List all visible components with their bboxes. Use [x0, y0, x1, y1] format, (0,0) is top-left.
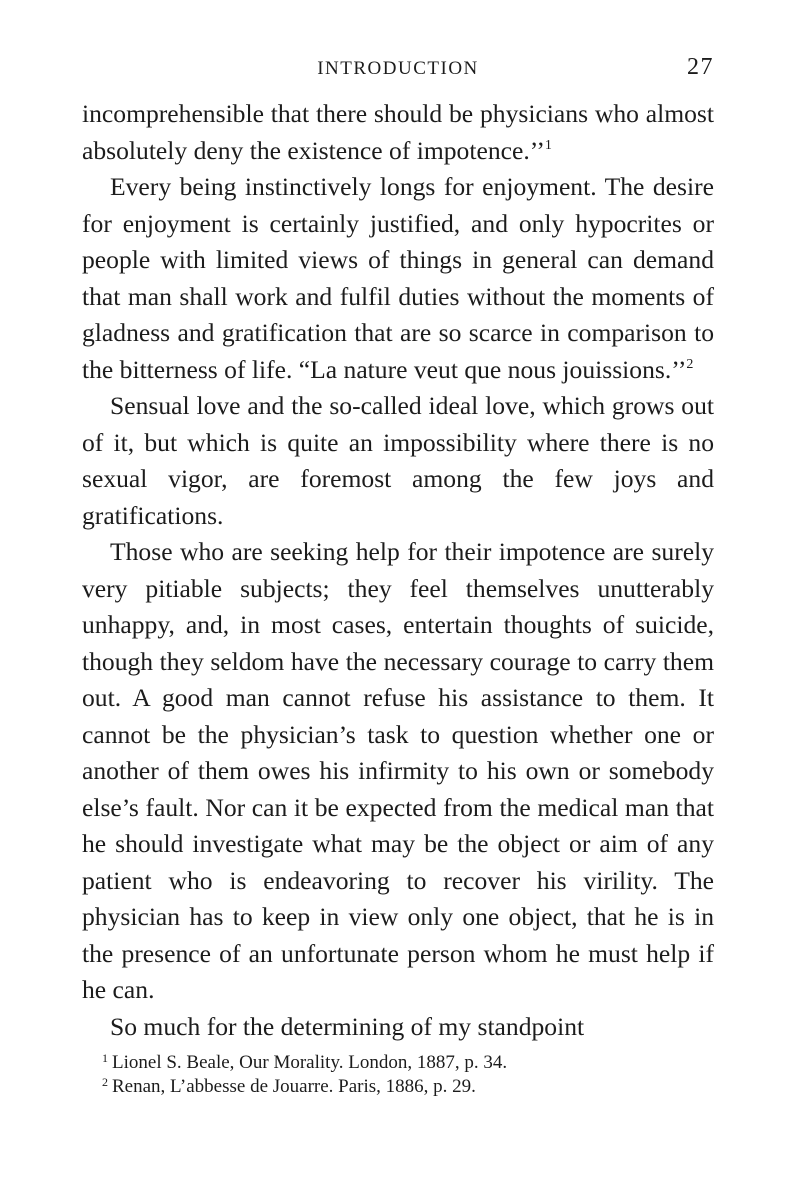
footnotes — [82, 1051, 714, 1099]
footnote-reference: 1 — [544, 137, 552, 153]
paragraph — [82, 388, 714, 534]
paragraph-text: So much for the determining of my standpoint — [110, 1011, 585, 1041]
paragraph-text: Those who are seeking help for their impotence are surely very pitiable subjects; they feel themselves unutterably unhappy, and, in most cases, entertain thoughts of suicide, though they seldom have the necessary courage to carry them out. A good man cannot refuse his assistance to them. It cannot be the physician’s task to question whether one or another of them owes his infirmity to his own or somebody else’s fault. Nor can it be expected from the medical man that he should investigate what may be the object or aim of any patient who is endeavoring to recover his virility. The physician has to keep in view only one object, that he is in the presence of an unfortunate person whom he must help if he can. — [82, 537, 714, 1004]
paragraph — [82, 96, 714, 169]
paragraph-text: incomprehensible that there should be physicians who almost absolutely deny the existence of impotence.’’ — [82, 99, 714, 165]
paragraph — [82, 169, 714, 388]
chapter-title: INTRODUCTION — [317, 58, 479, 79]
footnote-text: Lionel S. Beale, Our Morality. London, 1887, p. 34. — [112, 1052, 508, 1073]
paragraph-text: Sensual love and the so-called ideal love, which grows out of it, but which is quite an impossibility where there is no sexual vigor, are foremost among the few joys and gratifications. — [82, 391, 714, 530]
footnote — [82, 1051, 714, 1075]
page-number: 27 — [687, 54, 714, 80]
running-header — [82, 52, 714, 88]
body-text — [82, 96, 714, 1045]
footnote-mark: 2 — [102, 1075, 108, 1089]
page-content — [82, 52, 714, 1099]
footnote — [82, 1075, 714, 1099]
footnote-text: Renan, L’abbesse de Jouarre. Paris, 1886, p. 29. — [112, 1076, 476, 1097]
footnote-mark: 1 — [102, 1051, 108, 1065]
paragraph — [82, 1009, 714, 1046]
paragraph — [82, 534, 714, 1009]
paragraph-text: Every being instinctively longs for enjoyment. The desire for enjoyment is certainly justified, and only hypocrites or people with limited views of things in general can demand that man shall work and fulfil duties without the moments of gladness and gratification that are so scarce in comparison to the bitterness of life. “La nature veut que nous jouissions.’’ — [82, 172, 714, 384]
footnote-reference: 2 — [686, 356, 694, 372]
